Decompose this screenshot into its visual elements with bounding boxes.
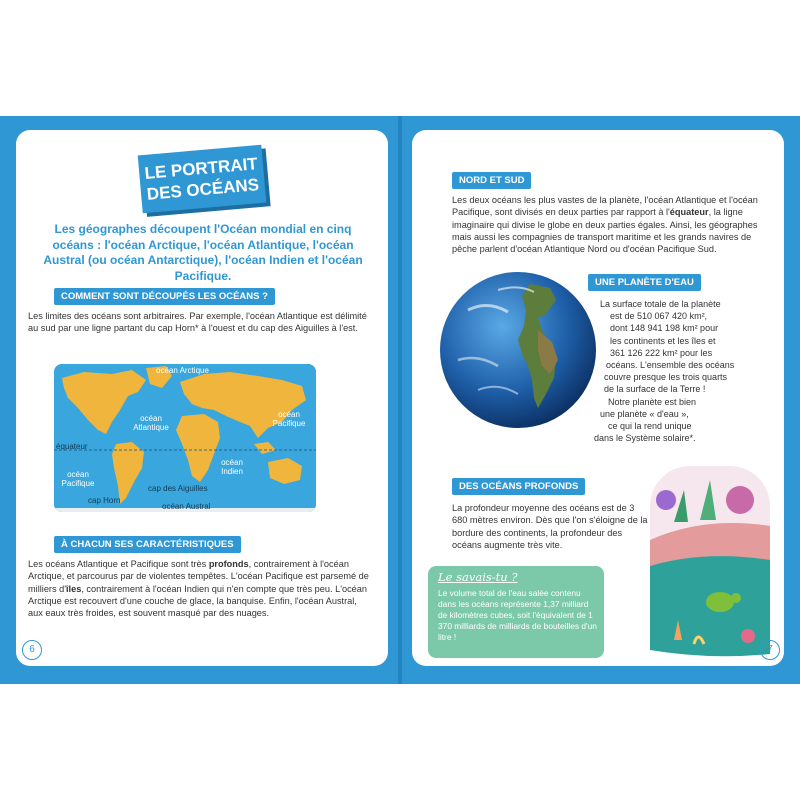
section-heading-caracteristiques: À CHACUN SES CARACTÉRISTIQUES — [54, 536, 241, 553]
map-label-cap-aiguilles: cap des Aiguilles — [148, 484, 208, 493]
map-label-pacifique-east — [266, 410, 312, 428]
section-heading-decoupage: COMMENT SONT DÉCOUPÉS LES OCÉANS ? — [54, 288, 275, 305]
section-heading-planete-eau: UNE PLANÈTE D'EAU — [588, 274, 701, 291]
map-label-equateur: équateur — [56, 442, 88, 451]
world-map — [54, 364, 316, 512]
bold-term-profonds: profonds — [208, 559, 249, 569]
map-label-indien-line2: Indien — [221, 467, 243, 476]
bold-term-iles: îles — [66, 583, 82, 594]
map-label-pacifique-west-line1: océan — [67, 470, 89, 479]
text-segment: Les deux océans les plus vastes de la planète, l'océan Atlantique et l'océan Pacifique, sont divisés en deux parties par rapport à l' — [452, 195, 758, 218]
page-title: LE PORTRAIT DES OCÉANS — [138, 145, 267, 214]
text-line: les continents et les îles et — [610, 335, 716, 346]
page-number-right: 7 — [760, 640, 780, 660]
intro-text: Les géographes découpent l'Océan mondial en cinq océans : l'océan Arctique, l'océan Atlantique, l'océan Austral (ou océan Antarctique), l'océan Indien et l'océan Pacifique. — [43, 222, 363, 283]
map-label-pacifique-east-line1: océan — [278, 410, 300, 419]
text-line: est de 510 067 420 km², — [610, 311, 708, 322]
text-line: couvre presque les trois quarts — [604, 372, 728, 383]
text-line: dans le Système solaire*. — [594, 433, 696, 444]
section-text-caracteristiques — [28, 558, 372, 619]
text-line: de la surface de la Terre ! — [604, 384, 706, 395]
section-text-profonds: La profondeur moyenne des océans est de 3 680 mètres environ. Dès que l'on s'éloigne de la bordure des continents, la profondeur des océans augmente très vite. — [452, 503, 648, 550]
text-line: La surface totale de la planète — [600, 299, 721, 309]
island-illustration — [644, 460, 774, 660]
text-line: Notre planète est bien — [608, 396, 697, 407]
did-you-know-title: Le savais-tu ? — [438, 570, 518, 584]
text-line: une planète « d'eau », — [600, 408, 689, 419]
map-label-cap-horn: cap Horn — [88, 496, 121, 505]
bold-term-equateur: équateur — [669, 207, 709, 218]
page-number-left: 6 — [22, 640, 42, 660]
did-you-know-box — [428, 566, 604, 658]
section-text-nord-sud — [452, 194, 770, 255]
text-line: 361 126 222 km² pour les — [610, 347, 713, 358]
book-spine — [398, 116, 402, 684]
map-label-arctique: océan Arctique — [156, 366, 209, 375]
map-label-pacifique-east-line2: Pacifique — [272, 419, 306, 428]
map-label-atlantique-line2: Atlantique — [133, 423, 169, 432]
map-label-austral: océan Austral — [162, 502, 211, 511]
section-heading-nord-sud: NORD ET SUD — [452, 172, 531, 189]
map-label-pacifique-west — [56, 470, 100, 488]
text-segment: , contrairement à l'océan Arctique, et parcourus par de violentes tempêtes. L'océan Pacifique est parsemé de milliers d' — [28, 559, 369, 594]
text-segment: , contrairement à l'océan Indien qui n'en compte que très peu. L'océan Arctique est recouvert d'une couche de glace, la banquise. Enfin, l'océan Austral, aux eaux très froides, est souvent masqué par des nuages. — [28, 583, 367, 619]
text-segment: , la ligne imaginaire qui divise le globe en deux parties égales. Ainsi, les géographes mais aussi les compagnies de transport maritime et les grands navires de pêche parlent d'océan Atlantique Nord ou d'océan Pacifique Sud. — [452, 207, 758, 255]
section-text-planete-eau — [590, 298, 780, 444]
section-text-decoupage: Les limites des océans sont arbitraires. Par exemple, l'océan Atlantique est délimité au sud par une ligne partant du cap Horn* à l'ouest et du cap des Aiguilles à l'est. — [28, 311, 367, 334]
did-you-know-text: Le volume total de l'eau salée contenu dans les océans représente 1,37 milliard de kilomètres cubes, soit l'équivalent de 1 370 milliards de milliards de bouteilles d'un litre ! — [438, 588, 597, 642]
map-label-atlantique-line1: océan — [140, 414, 162, 423]
text-line: océans. L'ensemble des océans — [606, 360, 735, 371]
left-page — [16, 130, 388, 666]
section-heading-profonds: DES OCÉANS PROFONDS — [452, 478, 585, 495]
text-segment: Les océans Atlantique et Pacifique sont très — [28, 559, 209, 569]
right-page — [412, 130, 784, 666]
text-line: dont 148 941 198 km² pour — [610, 323, 719, 334]
map-label-pacifique-west-line2: Pacifique — [61, 479, 95, 488]
map-label-indien-line1: océan — [221, 458, 243, 467]
map-label-atlantique — [126, 414, 176, 432]
earth-globe-image — [438, 270, 598, 430]
text-line: ce qui la rend unique — [608, 421, 692, 432]
map-label-indien — [214, 458, 250, 476]
